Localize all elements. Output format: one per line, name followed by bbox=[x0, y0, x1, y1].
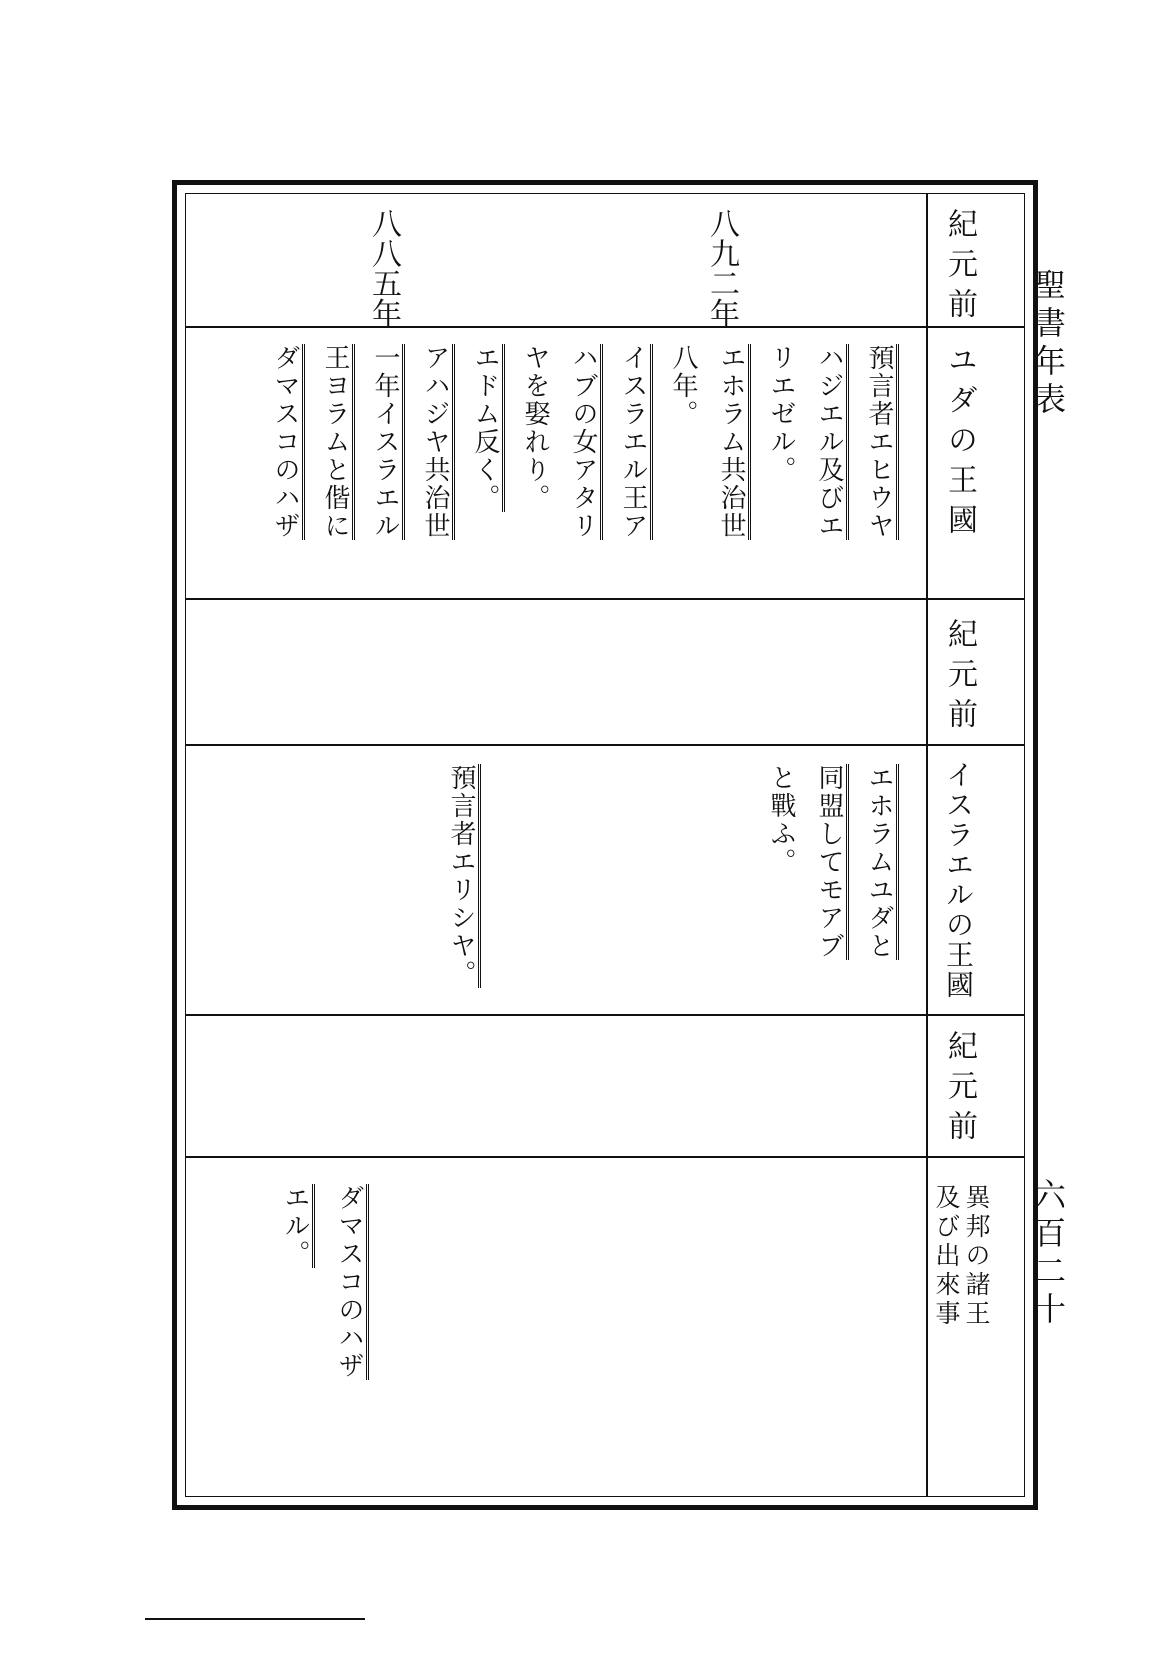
rule-3 bbox=[186, 744, 1024, 746]
table-inner bbox=[185, 193, 1025, 1497]
footnote-rule bbox=[145, 1618, 365, 1620]
header-foreign-title-1: 異邦の諸王 bbox=[962, 1184, 991, 1329]
judah-column: 一年イスラエル bbox=[372, 344, 405, 540]
judah-column: ヤを娶れり。 bbox=[520, 344, 550, 512]
judah-column: ハブの女アタリ bbox=[570, 344, 603, 540]
judah-column: ハジエル及びエ bbox=[816, 344, 849, 540]
judah-column: リエゼル。 bbox=[766, 344, 796, 484]
judah-column: 預言者エヒウヤ bbox=[866, 344, 899, 540]
page-number: 六百二十 bbox=[1029, 1178, 1067, 1330]
header-column-rule bbox=[926, 194, 928, 1496]
israel-column: 同盟してモアブ bbox=[816, 764, 849, 960]
rule-4 bbox=[186, 1014, 1024, 1016]
header-era-3: 紀元前 bbox=[942, 1030, 977, 1150]
rule-5 bbox=[186, 1156, 1024, 1158]
judah-column: アハジヤ共治世 bbox=[422, 344, 455, 540]
judah-column: 王ヨラムと偕に bbox=[322, 344, 355, 540]
header-judah-title: ユダの王國 bbox=[942, 344, 977, 544]
header-era-1: 紀元前 bbox=[942, 208, 977, 328]
israel-column: と戰ふ。 bbox=[766, 764, 796, 876]
table-frame bbox=[172, 180, 1038, 1510]
header-era-2: 紀元前 bbox=[942, 618, 977, 738]
judah-column: エドム反く。 bbox=[472, 344, 505, 512]
israel-column: エホラムユダと bbox=[866, 764, 899, 960]
judah-column: 八年。 bbox=[668, 344, 698, 428]
running-head: 聖書年表 bbox=[1029, 268, 1067, 420]
foreign-column: ダマスコのハザ bbox=[336, 1184, 369, 1380]
header-israel-title: イスラエルの王國 bbox=[942, 760, 975, 1000]
header-foreign-title-2: 及び出來事 bbox=[932, 1184, 961, 1329]
year-label: 八九二年 bbox=[704, 208, 739, 328]
judah-column: ダマスコのハザ bbox=[272, 344, 305, 540]
rule-2 bbox=[186, 598, 1024, 600]
judah-column: エホラム共治世 bbox=[718, 344, 751, 540]
israel-column: 預言者エリシヤ。 bbox=[448, 764, 481, 988]
rule-1 bbox=[186, 326, 1024, 328]
year-label: 八八五年 bbox=[366, 208, 401, 328]
judah-column: イスラエル王ア bbox=[620, 344, 653, 540]
foreign-column: エル。 bbox=[282, 1184, 315, 1268]
